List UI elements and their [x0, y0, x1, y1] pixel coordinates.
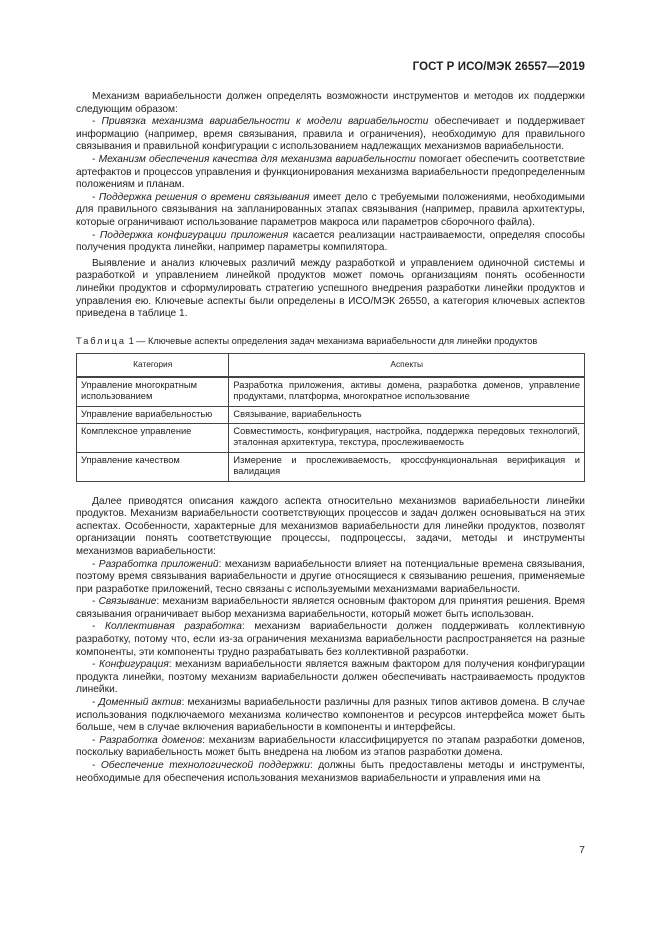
- capability-item-text: обеспечивает и поддерживает информацию (например, время связывания, правила и ограничения), необходимую для правильного связывания и правильной конфигурации с использованием надлежащих механизмов вариабельности.: [76, 116, 585, 153]
- aspects-cell: Связывание, вариабельность: [229, 406, 585, 423]
- category-cell: Управление вариабельностью: [77, 406, 229, 423]
- aspect-item-text: : механизм вариабельности классифицируется по этапам разработки доменов, поскольку вариабельность может быть внедрена на любом из этапов разработки домена.: [76, 734, 585, 759]
- capability-item-term: Поддержка решения о времени связывания: [98, 191, 310, 203]
- aspect-item-text: : механизмы вариабельности различны для разных типов активов домена. В случае использования подключаемого механизма количество компонентов и ресурсов интерфейса может быть больше, чем в случае включения вариабельности в компоненты и интерфейсы.: [76, 697, 585, 734]
- capability-item-text: помогает обеспечить соответствие артефактов и процессов управления и функционирования механизма вариабельности предопределенным положениям и планам.: [76, 153, 585, 191]
- aspect-item: - Связывание: механизм вариабельности является основным фактором для принятия решения. Время связывания ограничивает выбор механизма вариабельности, который может быть использован.: [76, 596, 585, 620]
- aspect-item-term: Доменный актив: [98, 697, 182, 709]
- aspect-item-term: Связывание: [98, 596, 157, 608]
- aspects-cell: Разработка приложения, активы домена, разработка доменов, управление продуктами, платформа, многократное использование: [229, 377, 585, 406]
- table-header-row: [77, 354, 585, 377]
- aspect-item-text: : механизм вариабельности является важным фактором для получения конфигурации продукта линейки, поэтому механизм вариабельности должен обеспечивать настраиваемость продуктов линейки.: [76, 659, 585, 696]
- capability-item: - Поддержка конфигурации приложения касается реализации настраиваемости, определяя способы получения продукта линейки, например параметры компилятора.: [76, 229, 585, 254]
- table-body: [77, 377, 585, 481]
- aspect-item: - Конфигурация: механизм вариабельности является важным фактором для получения конфигурации продукта линейки, поэтому механизм вариабельности должен обеспечивать настраиваемость продуктов линейки.: [76, 659, 585, 696]
- capabilities-list: [76, 116, 585, 255]
- aspect-item-text: : должны быть предоставлены методы и инструменты, необходимые для обеспечения использования механизмов вариабельности и управления ими на: [76, 760, 585, 784]
- capability-item-term: Поддержка конфигурации приложения: [99, 229, 289, 241]
- table-caption-label: Таблица: [76, 335, 127, 346]
- aspect-item-text: : механизм вариабельности является основным фактором для принятия решения. Время связывания ограничивает выбор механизма вариабельности, который может быть использован.: [76, 596, 585, 620]
- page-number: 7: [579, 844, 585, 856]
- aspects-list: [76, 559, 585, 786]
- category-cell: Управление качеством: [77, 452, 229, 481]
- page-body: [76, 91, 585, 785]
- analysis-paragraph: Выявление и анализ ключевых различий между разработкой и управлением одиночной системы и разработкой и управлением линейкой продуктов может помочь организациям понять особенности линейки продуктов и сформулировать стратегию успешного внедрения разработки линейки продуктов и управления ею. Ключевые аспекты были определены в ИСО/МЭК 26550, а категория ключевых аспектов приведена в таблице 1.: [76, 257, 585, 320]
- aspect-item-text: : механизм вариабельности влияет на потенциальные времена связывания, поэтому время связывания вариабельности и другие относящиеся к связыванию решения, применяемые при разработке приложений, тесно связаны с используемыми механизмами вариабельности.: [76, 558, 585, 595]
- document-header: ГОСТ Р ИСО/МЭК 26557—2019: [412, 61, 585, 73]
- capability-item-term: Привязка механизма вариабельности к модели вариабельности: [101, 116, 429, 128]
- aspect-item: - Доменный актив: механизмы вариабельности различны для разных типов активов домена. В случае использования подключаемого механизма количество компонентов и ресурсов интерфейса может быть больше, чем в случае включения вариабельности в компоненты и интерфейсы.: [76, 697, 585, 734]
- aspect-item: - Обеспечение технологической поддержки: должны быть предоставлены методы и инструменты, необходимые для обеспечения использования механизмов вариабельности и управления ими на: [76, 760, 585, 784]
- intro-paragraph: Механизм вариабельности должен определять возможности инструментов и методов их поддержки следующим образом:: [76, 91, 585, 115]
- capability-item-text: имеет дело с требуемыми положениями, необходимыми для правильного связывания на запланированных этапах связывания (например, правила архитектуры, которые ограничивают использование параметров макроса или параметров сборочного файла).: [76, 191, 585, 228]
- aspect-item-text: : механизм вариабельности должен поддерживать коллективную разработку, потому что, если из-за ограничения механизма вариабельности распространяется на разные компоненты, эти компоненты трудно разрабатывать без коллективной разработки.: [76, 621, 585, 658]
- category-cell: Управление многократным использованием: [77, 377, 229, 406]
- key-aspects-table: [76, 353, 585, 481]
- capability-item-text: касается реализации настраиваемости, определяя способы получения продукта линейки, например параметры компилятора.: [76, 229, 585, 254]
- capability-item: - Поддержка решения о времени связывания имеет дело с требуемыми положениями, необходимыми для правильного связывания на запланированных этапах связывания (например, правила архитектуры, которые ограничивают использование параметров макроса или параметров сборочного файла).: [76, 191, 585, 228]
- aspect-item-term: Обеспечение технологической поддержки: [100, 760, 310, 771]
- table-row: [77, 452, 585, 481]
- table-header-category: Категория: [77, 354, 229, 377]
- table-header-aspects: Аспекты: [229, 354, 585, 377]
- capability-item: - Привязка механизма вариабельности к модели вариабельности обеспечивает и поддерживает информацию (например, время связывания, правила и ограничения), необходимую для правильного связывания и правильной конфигурации с использованием надлежащих механизмов вариабельности.: [76, 116, 585, 153]
- table-caption: [76, 335, 585, 348]
- table-row: [77, 406, 585, 423]
- capability-item-term: Механизм обеспечения качества для механизма вариабельности: [98, 153, 416, 165]
- aspect-item-term: Разработка приложений: [98, 558, 219, 570]
- table-caption-text: 1 — Ключевые аспекты определения задач механизма вариабельности для линейки продуктов: [126, 335, 538, 346]
- table-row: [77, 377, 585, 406]
- aspects-intro-paragraph: Далее приводятся описания каждого аспекта относительно механизмов вариабельности линейки продуктов. Механизм вариабельности соответствующих процессов и задач должен основываться на этих аспектах. Особенности, характерные для механизмов вариабельности для линейки продуктов, позволят организации понять соответствующие процессы, подпроцессы, задачи, методы и инструменты механизмов вариабельности:: [76, 495, 585, 557]
- capability-item: - Механизм обеспечения качества для механизма вариабельности помогает обеспечить соответствие артефактов и процессов управления и функционирования механизма вариабельности предопределенным положениям и планам.: [76, 153, 585, 191]
- aspect-item-term: Коллективная разработка: [105, 621, 242, 633]
- aspect-item-term: Разработка доменов: [99, 734, 203, 746]
- table-row: [77, 423, 585, 452]
- aspect-item: - Коллективная разработка: механизм вариабельности должен поддерживать коллективную разработку, потому что, если из-за ограничения механизма вариабельности распространяется на разные компоненты, эти компоненты трудно разрабатывать без коллективной разработки.: [76, 621, 585, 658]
- aspects-cell: Совместимость, конфигурация, настройка, поддержка передовых технологий, эталонная архитектура, текстура, прослеживаемость: [229, 423, 585, 452]
- aspects-cell: Измерение и прослеживаемость, кроссфункциональная верификация и валидация: [229, 452, 585, 481]
- aspect-item-term: Конфигурация: [98, 659, 169, 671]
- aspect-item: - Разработка приложений: механизм вариабельности влияет на потенциальные времена связывания, поэтому время связывания вариабельности и другие относящиеся к связыванию решения, применяемые при разработке приложений, тесно связаны с используемыми механизмами вариабельности.: [76, 558, 585, 595]
- aspect-item: - Разработка доменов: механизм вариабельности классифицируется по этапам разработки доменов, поскольку вариабельность может быть внедрена на любом из этапов разработки домена.: [76, 734, 585, 759]
- category-cell: Комплексное управление: [77, 423, 229, 452]
